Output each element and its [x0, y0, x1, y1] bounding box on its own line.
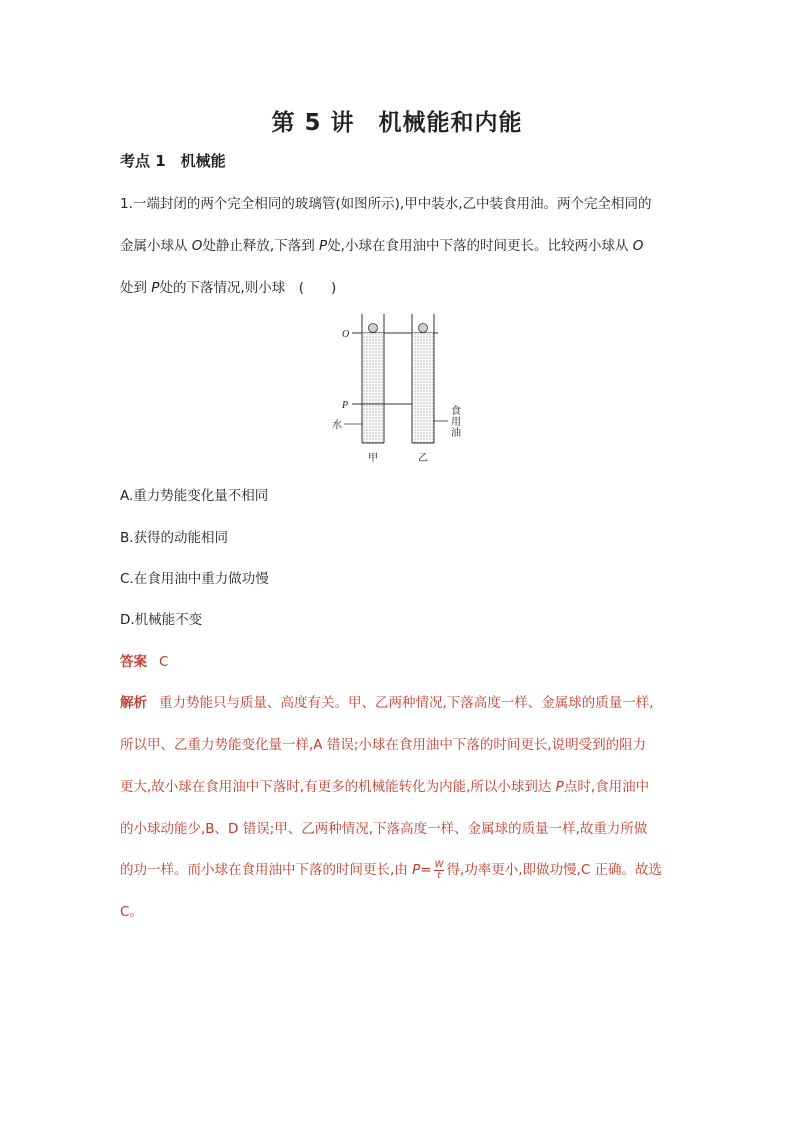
explanation-line-4: 的小球动能少,B、D 错误;甲、乙两种情况,下落高度一样、金属球的质量一样,故重力所做: [120, 821, 648, 837]
ball-jia: [369, 324, 378, 333]
explanation-line-5: 的功一样。而小球在食用油中下落的时间更长,由 P= $\frac{W}{t}$ 得,功率更小,即做功慢,C 正确。故选: [120, 859, 663, 881]
explanation-line-2: 所以甲、乙重力势能变化量一样,A 错误;小球在食用油中下落的时间更长,说明受到的阻力: [120, 737, 647, 753]
tube-diagram: [330, 312, 470, 471]
power-formula-fraction: $\frac{W}{t}$: [434, 859, 444, 881]
o-label: O: [342, 329, 350, 340]
oil-label-3: 油: [451, 428, 461, 439]
yi-label: 乙: [418, 453, 428, 464]
option-d: D.机械能不变: [120, 612, 203, 628]
answer-value: C: [159, 654, 169, 670]
explanation-line-6: C。: [120, 904, 143, 920]
option-b: B.获得的动能相同: [120, 530, 229, 546]
ball-yi: [419, 324, 428, 333]
p-label: P: [342, 400, 349, 411]
answer-line: [120, 650, 168, 670]
answer-label: 答案: [120, 654, 147, 670]
explanation-line-3: 更大,故小球在食用油中下落时,有更多的机械能转化为内能,所以小球到达 P点时,食用油中: [120, 779, 650, 795]
question-line-3: 处到 P处的下落情况,则小球 ( ): [120, 280, 337, 296]
explanation-label: 解析: [120, 695, 147, 711]
oil-fill: [412, 333, 434, 443]
section-title: 考点 1 机械能: [120, 152, 226, 170]
explanation-line-1: 解析 重力势能只与质量、高度有关。甲、乙两种情况,下落高度一样、金属球的质量一样,: [120, 695, 654, 711]
option-a: A.重力势能变化量不相同: [120, 488, 269, 504]
oil-label-2: 用: [451, 417, 461, 428]
page-title: 第 5 讲 机械能和内能: [271, 110, 523, 136]
tube-diagram-svg: [330, 312, 470, 467]
question-line-1: 1.一端封闭的两个完全相同的玻璃管(如图所示),甲中装水,乙中装食用油。两个完全相同的: [120, 196, 652, 212]
water-label: 水: [332, 420, 342, 431]
water-fill: [362, 333, 384, 443]
jia-label: 甲: [368, 453, 378, 464]
oil-label-1: 食: [451, 406, 461, 417]
option-c: C.在食用油中重力做功慢: [120, 571, 269, 587]
question-line-2: 金属小球从 O处静止释放,下落到 P处,小球在食用油中下落的时间更长。比较两小球从 O: [120, 238, 644, 254]
